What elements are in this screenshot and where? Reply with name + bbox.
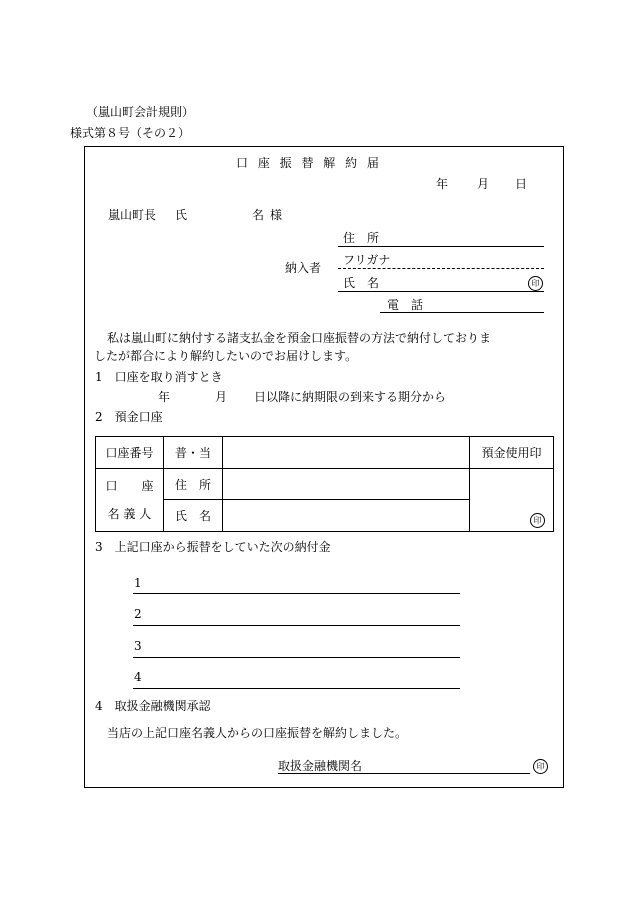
payer-furigana-label: フリガナ [343, 253, 391, 267]
holder-address-label: 住 所 [164, 469, 223, 500]
payer-address-label: 住 所 [343, 231, 380, 245]
addressee-name-label2: 名 [252, 208, 265, 222]
date-year: 年 [436, 177, 449, 191]
date-day: 日 [515, 177, 528, 191]
holder-label-1: 口 座 [105, 479, 154, 493]
section1-heading: 1 口座を取り消すとき [95, 370, 223, 384]
body-line-2: したが都合により解約したいのでお届けします。 [94, 349, 358, 363]
institution-line[interactable] [278, 773, 530, 774]
payment-line-3[interactable] [133, 657, 460, 658]
rule-name: （嵐山町会計規則） [86, 105, 195, 119]
payment-item-2: 2 [134, 607, 142, 621]
section1-year: 年 [158, 390, 171, 404]
account-type-label: 普・当 [164, 437, 223, 469]
addressee-honorific: 様 [270, 208, 283, 222]
payment-item-1: 1 [134, 576, 142, 590]
holder-label-2: 名 義 人 [107, 507, 152, 521]
payer-phone-line[interactable] [380, 312, 544, 313]
section1-text: 日以降に納期限の到来する期分から [254, 390, 447, 404]
payer-name-label: 氏 名 [343, 276, 380, 290]
payer-name-line[interactable] [338, 291, 544, 292]
section4-text: 当店の上記口座名義人からの口座振替を解約しました。 [107, 726, 408, 740]
institution-seal-icon: 印 [533, 759, 548, 774]
account-number-label: 口座番号 [96, 437, 164, 469]
payer-furigana-line[interactable] [338, 268, 544, 269]
institution-label: 取扱金融機関名 [278, 759, 363, 773]
payment-line-1[interactable] [133, 593, 460, 594]
payer-seal-icon: 印 [528, 276, 543, 291]
holder-address-field[interactable] [223, 469, 470, 500]
payer-phone-label: 電 話 [387, 298, 424, 312]
body-line-1: 私は嵐山町に納付する諸支払金を預金口座振替の方法で納付しておりま [107, 331, 492, 345]
form-number: 様式第８号（その２） [70, 126, 191, 140]
account-table [95, 436, 554, 532]
section3-heading: 3 上記口座から振替をしていた次の納付金 [95, 540, 331, 554]
section4-heading: 4 取扱金融機関承認 [95, 699, 211, 713]
form-title: 口 座 振 替 解 約 届 [236, 156, 382, 170]
holder-label-cell [96, 469, 164, 532]
addressee-name-label: 氏 [175, 208, 188, 222]
account-seal-icon: 印 [530, 513, 545, 528]
account-number-field[interactable] [223, 437, 470, 469]
payer-label: 納入者 [285, 261, 322, 275]
payment-item-3: 3 [134, 639, 142, 653]
payer-address-line[interactable] [338, 246, 544, 247]
payment-line-2[interactable] [133, 625, 460, 626]
seal-cell[interactable] [470, 469, 554, 532]
payment-line-4[interactable] [133, 688, 460, 689]
payment-item-4: 4 [134, 670, 142, 684]
section2-heading: 2 預金口座 [95, 410, 163, 424]
addressee-title: 嵐山町長 [108, 208, 157, 222]
holder-name-label: 氏 名 [164, 500, 223, 532]
holder-name-field[interactable] [223, 500, 470, 532]
section1-month: 月 [215, 390, 228, 404]
seal-header: 預金使用印 [470, 437, 554, 469]
date-month: 月 [477, 177, 490, 191]
